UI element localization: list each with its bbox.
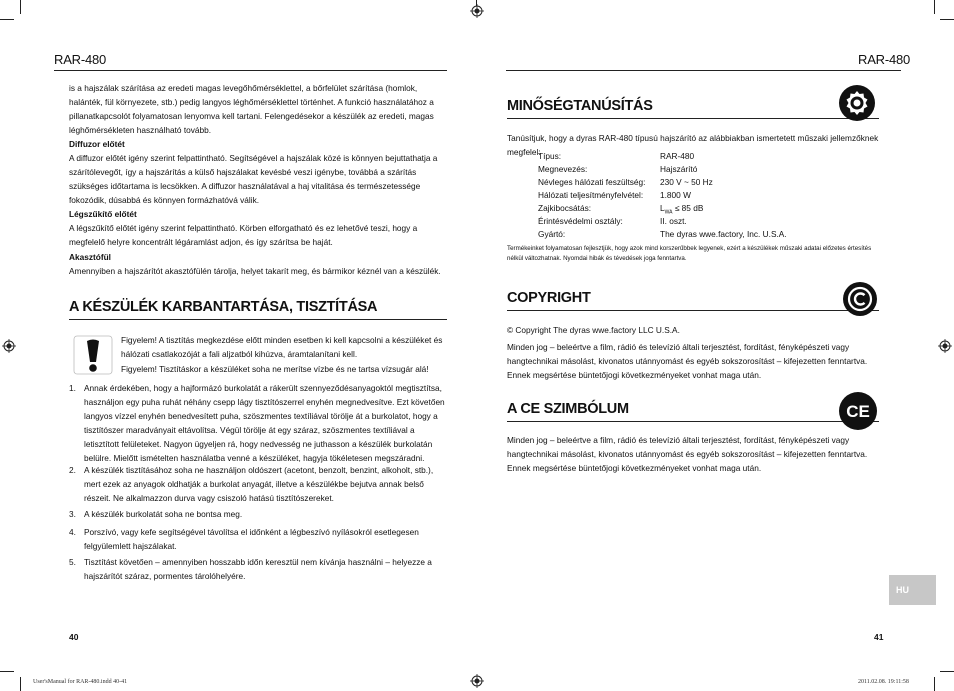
spec-label: Típus: [538, 151, 562, 161]
legszukito-text: A légszűkítő előtét igény szerint felpattintható. Körben elforgatható és ez lehetővé teszi, hogy a megfelelő helyre koncentrált légáramlást adjon, és így szárítsa be haját. [69, 223, 418, 247]
warning-exclamation-icon [73, 335, 113, 375]
crop-mark [934, 677, 935, 691]
akasztoful-text: Amennyiben a hajszárítót akasztófülén tárolja, helyet takarít meg, és bármikor kéznél van a készülék. [69, 266, 441, 276]
spec-value: RAR-480 [660, 151, 695, 161]
diffuzor-text: A diffuzor előtét igény szerint felpattintható. Segítségével a hajszálak közé is könnyen bejuttathatja a szárítólevegőt, így a hajszárítás a külső hajszálakat kevésbé veszi igénybe, továbbá a szárítás szükséges időtartama is lecsökken. A diffuzor használatával a haj vitalitása és természetessége fokozódik, dúsabbá és könnyen formázhatóvá válik. [69, 153, 438, 205]
quality-rule [507, 118, 879, 119]
registration-mark-icon [470, 4, 484, 18]
list-number: 1. [69, 383, 76, 393]
page-number-left: 40 [69, 632, 79, 642]
language-tab [889, 575, 936, 605]
copyright-heading: COPYRIGHT [507, 290, 591, 306]
page-number-right: 41 [874, 632, 884, 642]
crop-mark [0, 19, 14, 20]
ce-heading: A CE SZIMBÓLUM [507, 401, 629, 417]
list-number: 2. [69, 465, 76, 475]
crop-mark [20, 0, 21, 14]
registration-mark-icon [470, 674, 484, 688]
registration-mark-icon [938, 339, 952, 353]
list-number: 5. [69, 557, 76, 567]
ce-mark-text: CE [846, 402, 870, 421]
spec-value: The dyras wwe.factory, Inc. U.S.A. [660, 229, 787, 239]
crop-mark [20, 677, 21, 691]
crop-mark [0, 671, 14, 672]
intro-paragraph: is a hajszálak szárítása az eredeti magas levegőhőmérséklettel, a bőrfelület szárítása (homlok, halánték, fül környezete, stb.) pedig langyos léghőmérséklettel történhet. A funkció használatához a pillanatkapcsolót folyamatosan lenyomva kell tartani. Felengedésekor a készülék az eredeti, magas léghőmérsékleten használható tovább. [69, 83, 434, 135]
crop-mark [934, 0, 935, 14]
list-item: A készülék burkolatát soha ne bontsa meg. [84, 509, 243, 519]
spec-label: Zajkibocsátás: [538, 203, 592, 213]
header-rule-right [506, 70, 901, 71]
maintenance-heading: A KÉSZÜLÉK KARBANTARTÁSA, TISZTÍTÁSA [69, 299, 378, 315]
spec-label: Gyártó: [538, 229, 566, 239]
warning-text-1: Figyelem! A tisztítás megkezdése előtt minden esetben ki kell kapcsolni a készüléket és hálózati csatlakozóját a fali aljzatból kihúzva, áramtalanítani kell. [121, 335, 443, 359]
maintenance-rule [69, 319, 447, 320]
list-item: A készülék tisztításához soha ne használjon oldószert (acetont, benzolt, benzint, alkoholt, stb.), mert ezek az anyagok oldhatják a burkolat anyagát, illetve a készülékbe bejutva annak belső részeit. Ne alkalmazzon durva vagy csiszoló hatású tisztítószereket. [84, 465, 434, 503]
list-item: Tisztítást követően – amennyiben hosszabb időn keresztül nem kívánja használni – helyezze a hajszárítót száraz, pormentes tárolóhelyére. [84, 557, 432, 581]
crop-mark [940, 671, 954, 672]
header-rule-left [54, 70, 447, 71]
spec-label: Névleges hálózati feszültség: [538, 177, 646, 187]
spec-value: II. oszt. [660, 216, 687, 226]
list-number: 3. [69, 509, 76, 519]
language-tab-label: HU [896, 585, 909, 595]
footer-filename: User'sManual for RAR-480.indd 40-41 [33, 679, 128, 685]
spec-value: 1.800 W [660, 190, 691, 200]
registration-mark-icon [2, 339, 16, 353]
quality-intro: Tanúsítjuk, hogy a dyras RAR-480 típusú hajszárító az alábbiakban ismertetett műszaki jellemzőknek megfelel: [507, 133, 879, 157]
spec-label: Megnevezés: [538, 164, 588, 174]
spec-value: 230 V ~ 50 Hz [660, 177, 713, 187]
spec-label: Érintésvédelmi osztály: [538, 216, 623, 226]
crop-mark [940, 19, 954, 20]
spec-value: Hajszárító [660, 164, 698, 174]
footer-timestamp: 2011.02.08. 19:11:58 [858, 679, 909, 685]
diffuzor-title: Diffuzor előtét [69, 139, 125, 149]
ce-mark-icon [839, 392, 877, 430]
noise-value: ≤ 85 dB [674, 203, 704, 213]
list-item: Porszívó, vagy kefe segítségével távolítsa el időnként a légbeszívó nyílásokról esetlegesen felgyülemlett hajszálakat. [84, 527, 419, 551]
ce-rule [507, 421, 879, 422]
ce-text: Minden jog – beleértve a film, rádió és televízió általi terjesztést, fordítást, fényképészeti vagy hangtechnikai másolást, kivonatos utánnyomást és egyéb sokszorosítást – kifejezetten fenntartva. Ennek megsértése büntetőjogi következményeket vonhat maga után. [507, 435, 868, 473]
legszukito-title: Légszűkítő előtét [69, 209, 137, 219]
akasztoful-title: Akasztófül [69, 252, 111, 262]
spec-label: Hálózati teljesítményfelvétel: [538, 190, 644, 200]
copyright-text: Minden jog – beleértve a film, rádió és televízió általi terjesztést, fordítást, fényképészeti vagy hangtechnikai másolást, kivonatos utánnyomást és egyéb sokszorosítást – kifejezetten fenntartva. Ennek megsértése büntetőjogi következményeket vonhat maga után. [507, 342, 868, 380]
copyright-icon [842, 281, 878, 317]
warning-text-2: Figyelem! Tisztításkor a készüléket soha ne merítse vízbe és ne tartsa vízsugár alá! [121, 364, 429, 374]
list-item: Annak érdekében, hogy a hajformázó burkolatát a rákerült szennyeződésanyagoktól megtisztítsa, használjon egy puha ruhát néhány csepp lágy tisztítószerrel enyhén megnedvesítve. Ezt követően langyos vízzel enyhén benedvesített puha, szöszmentes textíliával törölje át a burkolatot, hogy a tisztítószer maradványait eltávolítsa. Végül törölje át egy száraz, szöszmentes textíliával a letisztított felületeket. Nagyon ügyeljen rá, hogy nedvesség ne juthasson a készülék burkolatán belülre. Mielőtt ismételten használatba venné a készüléket, hagyja tökéletesen megszáradni. [84, 383, 445, 463]
model-label-left: RAR-480 [54, 52, 107, 67]
model-label-right: RAR-480 [858, 52, 911, 67]
copyright-rule [507, 310, 879, 311]
noise-symbol: L [660, 203, 665, 213]
noise-subscript: WA [664, 209, 673, 216]
quality-seal-icon [838, 84, 876, 122]
copyright-line: © Copyright The dyras wwe.factory LLC U.S.A. [507, 325, 680, 335]
quality-heading: MINŐSÉGTANÚSÍTÁS [507, 98, 653, 114]
list-number: 4. [69, 527, 76, 537]
quality-note: Termékeinket folyamatosan fejlesztjük, hogy azok mind korszerűbbek legyenek, ezért a készülékek műszaki adatai előzetes értesítés nélkül változhatnak. Nyomdai hibák és tévedések joga fenntartva. [507, 245, 872, 262]
